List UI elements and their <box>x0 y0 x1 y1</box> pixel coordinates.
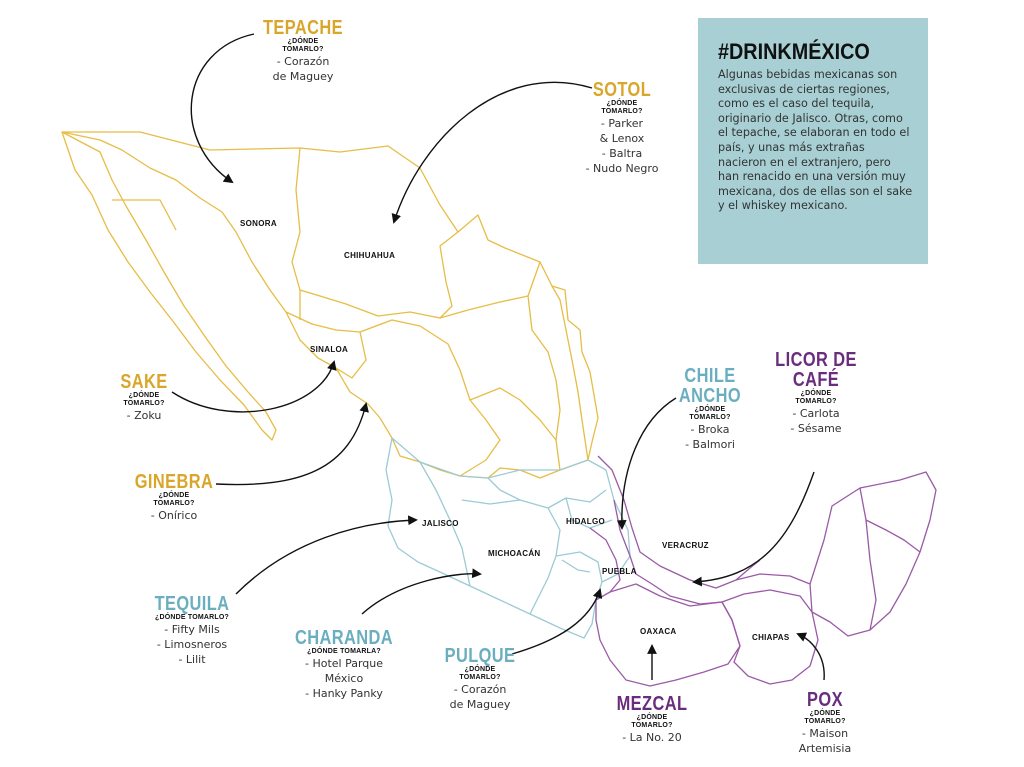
arrow-charanda <box>362 574 480 614</box>
place-chile-ancho-0: - Broka <box>690 423 730 436</box>
info-title: #DRINKMÉXICO <box>718 39 870 64</box>
drink-name-mezcal: MEZCAL <box>616 693 688 715</box>
guanajuato-border <box>488 478 520 500</box>
drink-label-chile-ancho <box>664 366 756 452</box>
southeast-region <box>590 456 936 686</box>
drink-name-tepache: TEPACHE <box>262 17 344 39</box>
drink-question-tequila: ¿DÓNDE TOMARLO? <box>154 614 230 621</box>
place-pulque-1: de Maguey <box>449 698 511 711</box>
drink-name-licor-cafe-2: CAFÉ <box>792 369 840 391</box>
baja-split <box>112 200 176 230</box>
drink-name-charanda: CHARANDA <box>294 627 394 649</box>
drink-label-sake <box>104 372 184 423</box>
place-tequila-2: - Lilit <box>178 653 206 666</box>
drink-question-mezcal: ¿DÓNDE TOMARLO? <box>631 714 673 729</box>
place-pox-0: - Maison <box>801 727 849 740</box>
place-chile-ancho-1: - Balmori <box>685 438 735 451</box>
nuevo-leon-border <box>528 296 560 470</box>
drink-label-tepache <box>248 18 358 84</box>
arrow-pulque <box>512 590 600 654</box>
state-label-chiapas: CHIAPAS <box>752 633 790 642</box>
arrow-sake <box>172 362 334 412</box>
morelos-border <box>562 560 590 572</box>
central-region <box>386 438 630 638</box>
place-sotol-0: - Parker <box>600 117 644 130</box>
place-licor-cafe-1: - Sésame <box>790 422 842 435</box>
drink-question-sotol: ¿DÓNDE TOMARLO? <box>601 100 643 115</box>
drink-label-sotol <box>572 80 672 176</box>
drink-question-ginebra: ¿DÓNDE TOMARLO? <box>153 492 195 507</box>
state-label-michoacan: MICHOACÁN <box>488 549 541 558</box>
drink-name-sake: SAKE <box>120 371 168 393</box>
place-ginebra-0: - Onírico <box>150 509 198 522</box>
edomex-border <box>556 552 602 582</box>
drink-question-pox: ¿DÓNDE TOMARLO? <box>804 710 846 725</box>
drink-question-chile-ancho: ¿DÓNDE TOMARLO? <box>689 406 731 421</box>
place-tepache-1: de Maguey <box>272 70 334 83</box>
drink-name-sotol: SOTOL <box>592 79 652 101</box>
drink-label-tequila <box>132 594 252 667</box>
drink-label-licor-cafe <box>766 350 866 436</box>
place-sake-0: - Zoku <box>126 409 162 422</box>
drink-question-pulque: ¿DÓNDE TOMARLO? <box>459 666 501 681</box>
queretaro-border <box>548 490 606 508</box>
state-label-sonora: SONORA <box>240 219 277 228</box>
state-label-oaxaca: OAXACA <box>640 627 677 636</box>
place-sotol-1: & Lenox <box>599 132 645 145</box>
yucatan-border-1 <box>860 488 876 630</box>
yucatan-border-2 <box>866 520 920 552</box>
chihuahua-border <box>300 232 458 318</box>
place-tepache-0: - Corazón <box>276 55 330 68</box>
drink-label-ginebra <box>126 472 222 523</box>
place-charanda-0: - Hotel Parque <box>304 657 384 670</box>
place-pulque-0: - Corazón <box>453 683 507 696</box>
drink-name-chile-ancho-1: CHILE <box>684 365 736 387</box>
drink-label-pulque <box>430 646 530 712</box>
drink-name-pox: POX <box>807 689 843 711</box>
place-charanda-2: - Hanky Panky <box>305 687 383 700</box>
state-label-jalisco: JALISCO <box>422 519 459 528</box>
drink-question-tepache: ¿DÓNDE TOMARLO? <box>282 38 324 53</box>
sonora-border <box>292 148 300 320</box>
place-mezcal-0: - La No. 20 <box>622 731 682 744</box>
northern-region <box>62 132 598 478</box>
place-tequila-1: - Limosneros <box>156 638 228 651</box>
place-tequila-0: - Fifty Mils <box>164 623 220 636</box>
yucatan-outline <box>810 472 936 636</box>
info-box <box>698 18 928 264</box>
arrow-ginebra <box>216 404 366 485</box>
state-label-chihuahua: CHIHUAHUA <box>344 251 396 260</box>
state-label-sinaloa: SINALOA <box>310 345 349 354</box>
arrow-sotol <box>394 82 592 222</box>
arrow-tepache <box>191 34 254 182</box>
coahuila-border <box>440 262 540 318</box>
state-label-hidalgo: HIDALGO <box>566 517 605 526</box>
drink-label-pox <box>780 690 870 756</box>
north-outline <box>62 132 598 478</box>
place-sotol-3: - Nudo Negro <box>585 162 659 175</box>
drink-name-chile-ancho-2: ANCHO <box>678 385 742 407</box>
drink-name-tequila: TEQUILA <box>154 593 230 615</box>
drink-label-charanda <box>284 628 404 701</box>
durango-border <box>360 320 500 476</box>
zacatecas-border <box>470 388 556 440</box>
state-label-puebla: PUEBLA <box>602 567 637 576</box>
central-outline <box>386 438 630 638</box>
drink-question-licor-cafe: ¿DÓNDE TOMARLO? <box>795 390 837 405</box>
place-pox-1: Artemisia <box>798 742 852 755</box>
drink-name-pulque: PULQUE <box>444 645 516 667</box>
drink-question-sake: ¿DÓNDE TOMARLO? <box>123 392 165 407</box>
state-label-veracruz: VERACRUZ <box>662 541 709 550</box>
drink-name-ginebra: GINEBRA <box>134 471 214 493</box>
drink-label-mezcal <box>602 694 702 745</box>
info-body: Algunas bebidas mexicanas son exclusivas de ciertas regiones, como es el caso del tequila, originario de Jalisco. Otras, como el tepache, se elaboran en todo el país, y unas más extrañas nacieron en el extranjero, pero han renacido en una versión muy mexicana, dos de ellas son el sake y el whiskey mexicano. <box>718 68 913 213</box>
place-sotol-2: - Baltra <box>601 147 643 160</box>
place-licor-cafe-0: - Carlota <box>792 407 840 420</box>
drink-question-charanda: ¿DÓNDE TOMARLA? <box>307 648 381 655</box>
drink-name-licor-cafe-1: LICOR DE <box>775 349 857 371</box>
place-charanda-1: México <box>324 672 364 685</box>
arrow-tequila <box>236 520 416 594</box>
